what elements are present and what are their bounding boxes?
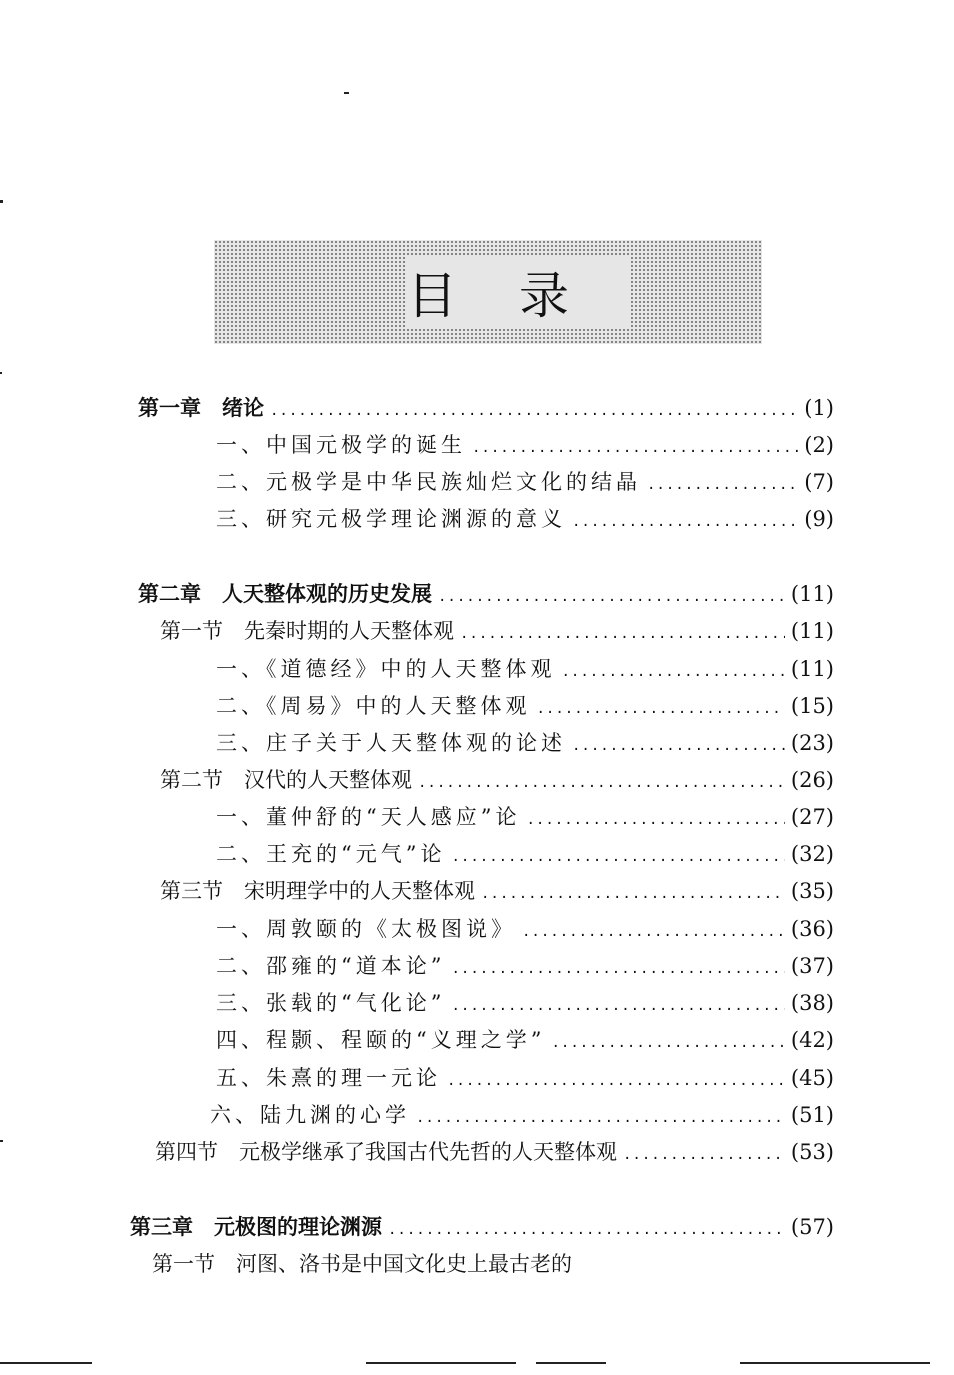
toc-leader-dots	[623, 1141, 785, 1169]
toc-leader-dots	[481, 880, 785, 908]
toc-entry-label: 第三节 宋明理学中的人天整体观	[160, 879, 475, 903]
toc-leader-dots	[451, 992, 784, 1020]
toc-entry-page: (23)	[790, 731, 834, 755]
toc-entry-label: 二、《周易》中的人天整体观	[216, 694, 531, 718]
toc-entry-label: 三、研究元极学理论渊源的意义	[216, 507, 566, 531]
toc-leader-dots	[418, 769, 785, 797]
toc-entry-label: 第二节 汉代的人天整体观	[160, 768, 412, 792]
toc-leader-dots	[460, 620, 785, 648]
toc-leader-dots	[572, 732, 785, 760]
toc-entry-label: 四、程颢、程颐的“义理之学”	[216, 1028, 546, 1052]
toc-entry-chapter-3[interactable]	[130, 1213, 834, 1244]
toc-entry-section[interactable]	[160, 617, 834, 648]
toc-leader-dots	[551, 1029, 784, 1057]
toc-entry-page: (11)	[790, 582, 834, 606]
toc-leader-dots	[522, 918, 785, 946]
toc-entry-item[interactable]	[216, 803, 834, 834]
toc-entry-label: 一、中国元极学的诞生	[216, 433, 466, 457]
toc-entry-label: 六、陆九渊的心学	[210, 1103, 410, 1127]
toc-entry-page: (11)	[790, 619, 834, 643]
toc-leader-dots	[416, 1104, 785, 1132]
toc-entry-item[interactable]	[216, 1064, 834, 1095]
toc-leader-dots	[537, 695, 785, 723]
toc-entry-item[interactable]	[216, 989, 834, 1020]
scan-edge-bottom-3	[536, 1362, 606, 1364]
toc-entry-page: (35)	[790, 879, 834, 903]
toc-entry-page: (26)	[790, 768, 834, 792]
toc-entry-page: (11)	[790, 657, 834, 681]
toc-leader-dots	[451, 955, 784, 983]
toc-entry-label: 二、王充的“元气”论	[216, 842, 446, 866]
toc-entry-page: (53)	[790, 1140, 834, 1164]
toc-entry-item[interactable]	[216, 505, 834, 536]
toc-entry-label: 三、庄子关于人天整体观的论述	[216, 731, 566, 755]
toc-entry-section[interactable]	[155, 1138, 834, 1169]
toc-entry-label: 第二章 人天整体观的历史发展	[138, 581, 432, 606]
toc-leader-dots	[572, 508, 798, 536]
toc-entry-label: 五、朱熹的理一元论	[216, 1066, 441, 1090]
toc-leader-dots	[438, 583, 785, 611]
toc-entry-item[interactable]	[216, 692, 834, 723]
toc-entry-item[interactable]	[216, 1026, 834, 1057]
toc-entry-page: (42)	[790, 1028, 834, 1052]
toc-entry-page: (2)	[804, 433, 834, 457]
toc-entry-item[interactable]	[210, 1101, 834, 1132]
toc-entry-label: 三、张载的“气化论”	[216, 991, 446, 1015]
toc-leader-dots	[526, 806, 784, 834]
toc-entry-label: 第一节 先秦时期的人天整体观	[160, 619, 454, 643]
toc-entry-section[interactable]	[160, 766, 834, 797]
toc-entry-page: (37)	[790, 954, 834, 978]
toc-entry-item[interactable]	[216, 840, 834, 871]
toc-entry-item[interactable]	[216, 431, 834, 462]
toc-entry-page: (45)	[790, 1066, 834, 1090]
toc-entry-chapter-1[interactable]	[138, 394, 834, 425]
toc-entry-label: 第三章 元极图的理论渊源	[130, 1214, 382, 1239]
scan-mark-dash	[344, 92, 349, 94]
toc-entry-page: (57)	[790, 1215, 834, 1239]
toc-leader-dots	[647, 471, 798, 499]
toc-entry-label: 第一节 河图、洛书是中国文化史上最古老的	[152, 1252, 572, 1276]
toc-entry-section[interactable]	[152, 1250, 572, 1278]
toc-title-char-1: 目	[407, 256, 519, 328]
toc-entry-page: (36)	[790, 917, 834, 941]
scan-mark-left-2	[0, 372, 2, 374]
toc-entry-chapter-2[interactable]	[138, 580, 834, 611]
toc-title-banner	[214, 240, 762, 344]
toc-entry-label: 一、董仲舒的“天人感应”论	[216, 805, 521, 829]
toc-entry-page: (1)	[804, 396, 834, 420]
toc-entry-section[interactable]	[160, 877, 834, 908]
toc-leader-dots	[447, 1067, 785, 1095]
toc-title-char-2: 录	[519, 256, 631, 328]
toc-entry-label: 二、邵雍的“道本论”	[216, 954, 446, 978]
toc-entry-page: (7)	[804, 470, 834, 494]
scan-mark-left-1	[0, 200, 3, 203]
toc-leader-dots	[472, 434, 798, 462]
toc-entry-item[interactable]	[216, 729, 834, 760]
toc-entry-label: 一、周敦颐的《太极图说》	[216, 917, 516, 941]
toc-leader-dots	[388, 1216, 785, 1244]
scan-edge-bottom-2	[366, 1362, 516, 1364]
toc-title	[214, 240, 762, 344]
toc-entry-label: 一、《道德经》中的人天整体观	[216, 657, 556, 681]
scan-edge-bottom-4	[740, 1362, 930, 1364]
scan-edge-bottom-1	[0, 1362, 92, 1364]
toc-entry-page: (27)	[790, 805, 834, 829]
toc-entry-label: 第四节 元极学继承了我国古代先哲的人天整体观	[155, 1140, 617, 1164]
toc-entry-item[interactable]	[216, 915, 834, 946]
toc-leader-dots	[270, 397, 798, 425]
toc-entry-label: 第一章 绪论	[138, 395, 264, 420]
toc-leader-dots	[562, 658, 785, 686]
toc-entry-page: (32)	[790, 842, 834, 866]
toc-leader-dots	[451, 843, 784, 871]
toc-entry-page: (51)	[790, 1103, 834, 1127]
toc-entry-item[interactable]	[216, 655, 834, 686]
toc-entry-item[interactable]	[216, 468, 834, 499]
toc-entry-item[interactable]	[216, 952, 834, 983]
toc-entry-page: (15)	[790, 694, 834, 718]
scan-mark-left-3	[0, 1140, 3, 1142]
toc-entry-label: 二、元极学是中华民族灿烂文化的结晶	[216, 470, 641, 494]
toc-entry-page: (9)	[804, 507, 834, 531]
toc-entry-page: (38)	[790, 991, 834, 1015]
